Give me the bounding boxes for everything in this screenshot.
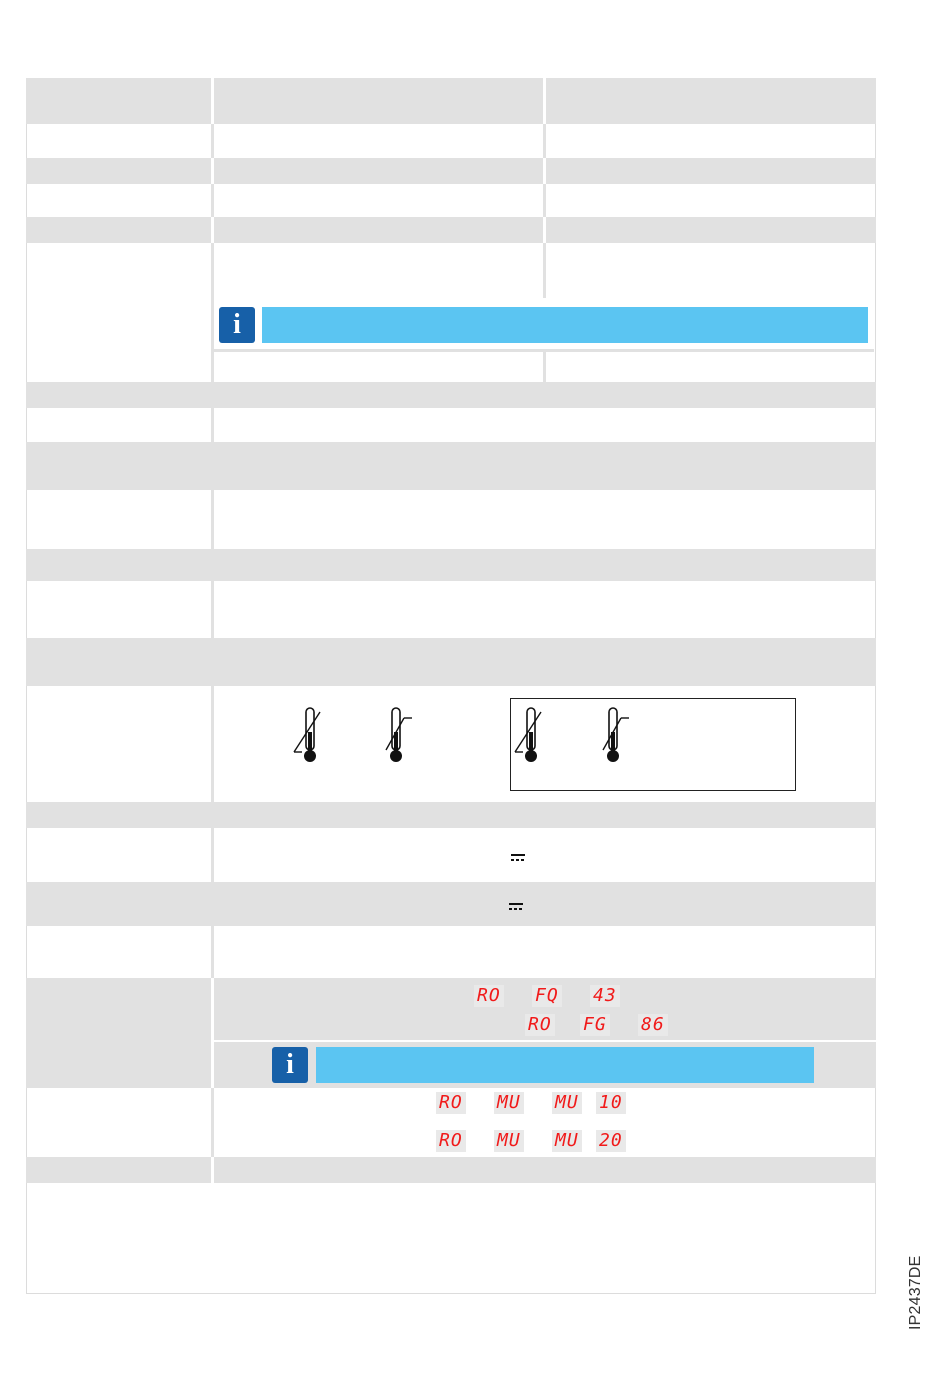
segment-display: 20 [596, 1130, 626, 1152]
column-separator [211, 243, 214, 350]
segment-display: 86 [638, 1014, 668, 1036]
column-separator [211, 184, 214, 217]
segment-display: RO [525, 1014, 555, 1036]
segment-display: RO [474, 985, 504, 1007]
column-separator [543, 78, 546, 124]
direct-current-icon [509, 903, 523, 911]
column-separator [211, 1157, 214, 1183]
thermometer-icon [595, 706, 635, 770]
column-separator [211, 408, 214, 442]
section-header-row [26, 1157, 876, 1183]
column-separator [211, 78, 214, 124]
segment-display: MU [494, 1130, 524, 1152]
table-row [26, 217, 876, 243]
info-icon: i [219, 307, 255, 343]
column-separator [543, 158, 546, 184]
segment-display: FQ [532, 985, 562, 1007]
section-header-row [26, 802, 876, 828]
segment-display: MU [552, 1092, 582, 1114]
column-separator [211, 686, 214, 802]
column-separator [543, 184, 546, 217]
info-bar [316, 1047, 814, 1083]
column-separator [543, 350, 546, 382]
column-separator [211, 581, 214, 638]
segment-display: RO [436, 1092, 466, 1114]
column-separator [211, 1088, 214, 1157]
column-separator [211, 158, 214, 184]
document-id: IP2437DE [907, 1255, 924, 1330]
thermometer-icon [378, 706, 418, 770]
segment-display: 43 [590, 985, 620, 1007]
segment-display: 10 [596, 1092, 626, 1114]
segment-display: RO [436, 1130, 466, 1152]
column-separator [211, 978, 214, 1088]
segment-display: FG [580, 1014, 610, 1036]
section-header-row [26, 442, 876, 490]
segment-display: MU [494, 1092, 524, 1114]
column-separator [211, 124, 214, 158]
column-separator [211, 926, 214, 978]
section-header-row [26, 882, 876, 926]
info-icon: i [272, 1047, 308, 1083]
segment-display: MU [552, 1130, 582, 1152]
table-row [26, 158, 876, 184]
section-header-row [26, 382, 876, 408]
column-separator [543, 243, 546, 298]
thermometer-icon [513, 706, 553, 770]
column-separator [211, 350, 214, 382]
column-separator [211, 217, 214, 243]
column-separator [543, 124, 546, 158]
direct-current-icon [511, 854, 525, 862]
column-separator [543, 217, 546, 243]
info-bar [262, 307, 868, 343]
table-header-row [26, 78, 876, 124]
thermometer-icon [292, 706, 332, 770]
column-separator [211, 490, 214, 549]
column-separator [211, 828, 214, 882]
cell-divider [214, 1040, 876, 1042]
section-header-row [26, 638, 876, 686]
section-header-row [26, 549, 876, 581]
